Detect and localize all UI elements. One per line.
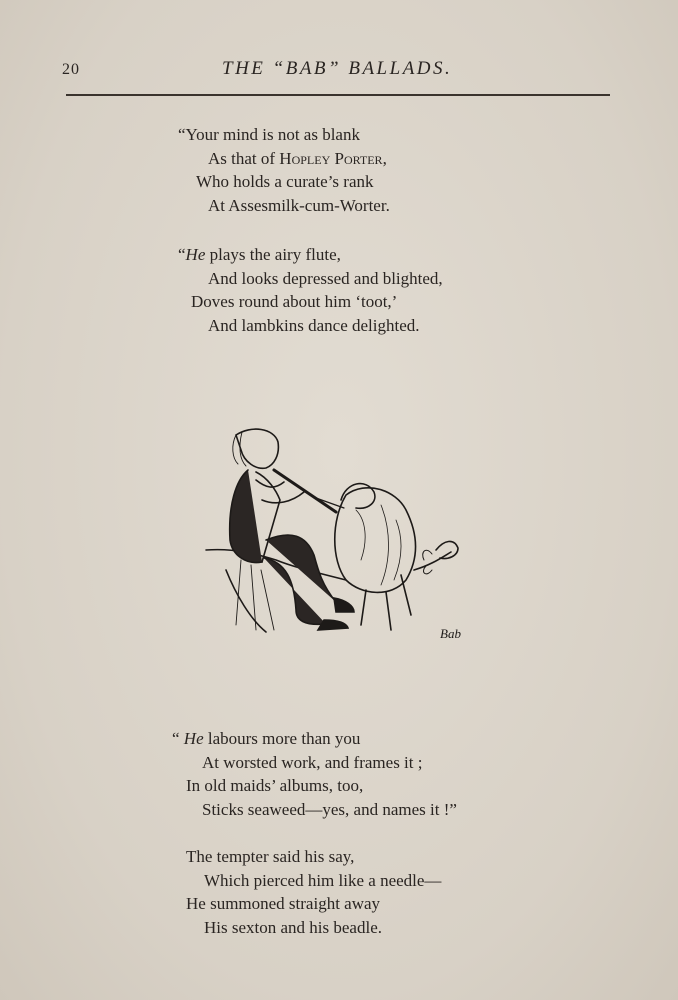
verse-line: The tempter said his say, (186, 847, 355, 866)
page-number: 20 (62, 61, 80, 78)
verse-line: His sexton and his beadle. (204, 917, 382, 937)
header-rule (66, 94, 610, 96)
verse-line: He summoned straight away (186, 894, 381, 913)
verse-line: At Assesmilk-cum-Worter. (208, 195, 390, 215)
verse-line: At worsted work, and frames it ; (202, 752, 423, 772)
verse-line: And lambkins dance delighted. (208, 315, 420, 335)
stanza-4 (186, 845, 441, 939)
stanza-3 (172, 727, 457, 821)
verse-line: “Your mind is not as blank (178, 125, 360, 144)
verse-line: In old maids’ albums, too, (186, 776, 364, 795)
verse-line: Doves round about him ‘toot,’ (191, 292, 398, 311)
stanza-2 (178, 243, 443, 337)
verse-line: Who holds a curate’s rank (196, 172, 374, 191)
verse-line: And looks depressed and blighted, (208, 268, 443, 288)
verse-line: “ He labours more than you (172, 729, 361, 748)
verse-line: “He plays the airy flute, (178, 245, 341, 264)
curate-flute-illustration (196, 420, 476, 650)
illustration-signature: Bab (440, 626, 461, 641)
verse-line: Which pierced him like a needle— (204, 870, 442, 890)
running-head: THE “BAB” BALLADS. (222, 58, 453, 79)
verse-line: Sticks seaweed—yes, and names it !” (202, 799, 457, 819)
stanza-1 (178, 123, 390, 217)
verse-line: As that of Hopley Porter, (208, 148, 387, 168)
